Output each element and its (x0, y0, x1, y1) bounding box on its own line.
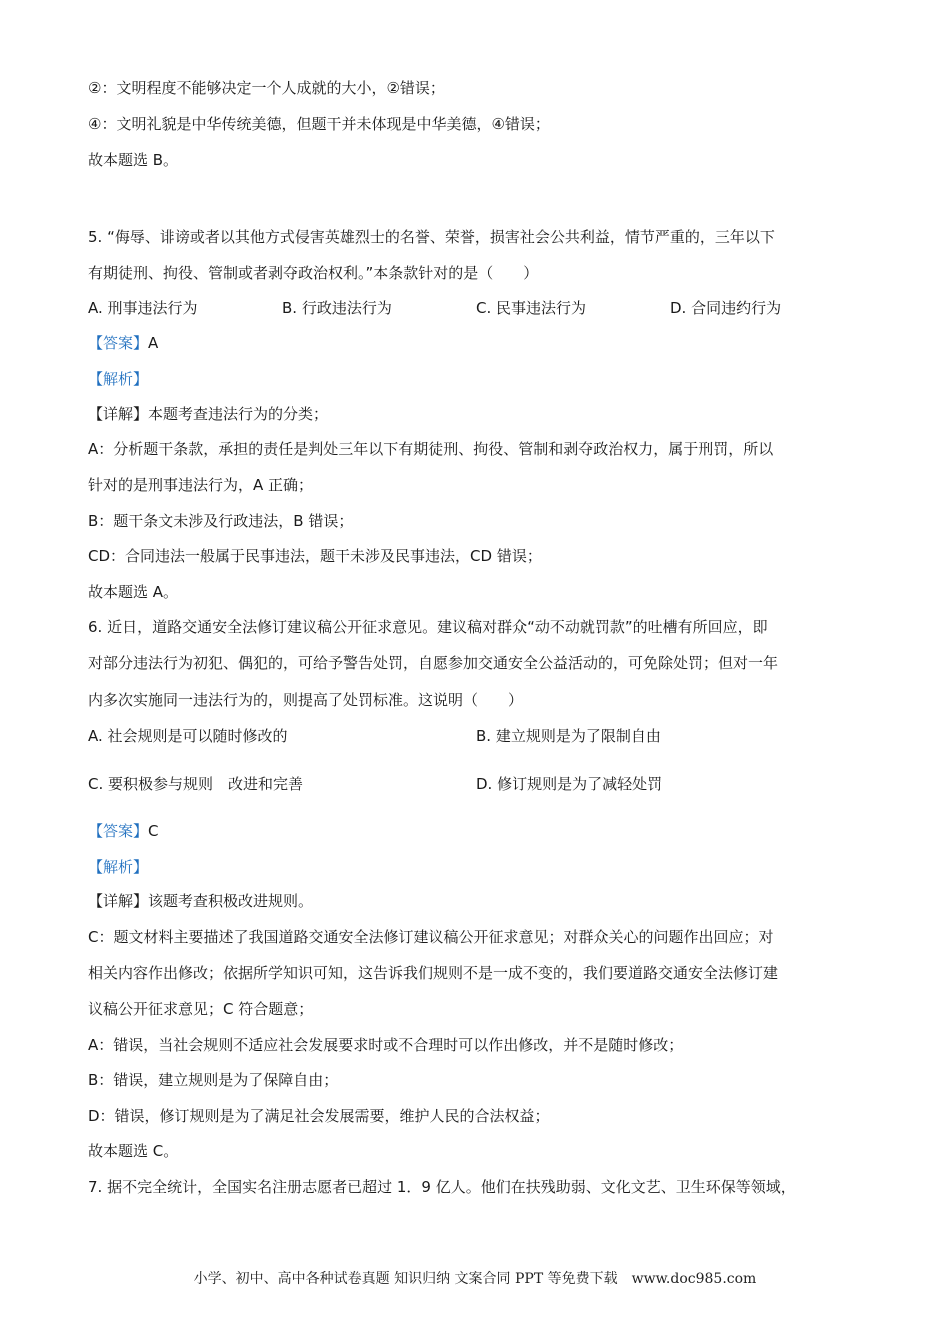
q6-option-d: D. 修订规则是为了减轻处罚 (476, 775, 663, 793)
q5-a-line-2: 针对的是刑事违法行为，A 正确； (88, 476, 314, 494)
q5-option-b: B. 行政违法行为 (282, 299, 392, 317)
q6-c-line-3: 议稿公开征求意见；C 符合题意； (88, 1000, 314, 1018)
q5-answer-tag: 【答案】 (88, 334, 149, 352)
q5-option-d: D. 合同违约行为 (670, 299, 782, 317)
q6-detail: 【详解】该题考查积极改进规则。 (88, 892, 314, 910)
q6-c-line-2: 相关内容作出修改；依据所学知识可知，这告诉我们规则不是一成不变的，我们要道路交通安全法修订建 (88, 964, 779, 982)
footer-note: 小学、初中、高中各种试卷真题 知识归纳 文案合同 PPT 等免费下载 www.doc985.com (193, 1271, 757, 1287)
q6-analysis-tag: 【解析】 (88, 858, 149, 876)
q5-stem-line-2: 有期徒刑、拘役、管制或者剥夺政治权利。”本条款针对的是（ ） (88, 264, 539, 282)
prev-line-2: ④：文明礼貌是中华传统美德，但题干并未体现是中华美德，④错误； (88, 115, 550, 133)
q6-answer-value: C (148, 822, 159, 840)
q5-stem-line-1: 5. “侮辱、诽谤或者以其他方式侵害英雄烈士的名誉、荣誉，损害社会公共利益，情节严重的，三年以下 (88, 228, 775, 246)
q6-conclusion: 故本题选 C。 (88, 1142, 179, 1160)
q6-answer (88, 820, 159, 842)
q6-stem-line-2: 对部分违法行为初犯、偶犯的，可给予警告处罚，自愿参加交通安全公益活动的，可免除处罚；但对一年 (88, 654, 779, 672)
q5-detail: 【详解】本题考查违法行为的分类； (88, 405, 329, 423)
q6-answer-tag: 【答案】 (88, 822, 149, 840)
q6-d: D：错误，修订规则是为了满足社会发展需要，维护人民的合法权益； (88, 1107, 550, 1125)
q6-c-line-1: C：题文材料主要描述了我国道路交通安全法修订建议稿公开征求意见；对群众关心的问题作出回应；对 (88, 928, 774, 946)
q5-analysis-tag: 【解析】 (88, 370, 149, 388)
q7-stem-line-1: 7. 据不完全统计，全国实名注册志愿者已超过 1．9 亿人。他们在扶残助弱、文化文艺、卫生环保等领域， (88, 1178, 796, 1196)
q6-a: A：错误，当社会规则不适应社会发展要求时或不合理时可以作出修改，并不是随时修改； (88, 1036, 684, 1054)
q5-answer-value: A (148, 334, 159, 352)
q5-cd: CD：合同违法一般属于民事违法，题干未涉及民事违法，CD 错误； (88, 547, 542, 565)
prev-line-1: ②：文明程度不能够决定一个人成就的大小，②错误； (88, 79, 445, 97)
q6-stem-line-1: 6. 近日，道路交通安全法修订建议稿公开征求意见。建议稿对群众“动不动就罚款”的吐槽有所回应，即 (88, 618, 768, 636)
q5-option-a: A. 刑事违法行为 (88, 299, 198, 317)
q6-b: B：错误，建立规则是为了保障自由； (88, 1071, 339, 1089)
q5-a-line-1: A：分析题干条款，承担的责任是判处三年以下有期徒刑、拘役、管制和剥夺政治权力，属于刑罚，所以 (88, 440, 774, 458)
q6-stem-line-3: 内多次实施同一违法行为的，则提高了处罚标准。这说明（ ） (88, 691, 524, 709)
prev-conclusion: 故本题选 B。 (88, 151, 179, 169)
q6-option-b: B. 建立规则是为了限制自由 (476, 727, 661, 745)
q6-option-a: A. 社会规则是可以随时修改的 (88, 727, 288, 745)
q5-conclusion: 故本题选 A。 (88, 583, 179, 601)
q5-option-c: C. 民事违法行为 (476, 299, 587, 317)
q6-option-c: C. 要积极参与规则 改进和完善 (88, 775, 304, 793)
q5-answer (88, 332, 158, 354)
q5-b: B：题干条文未涉及行政违法，B 错误； (88, 512, 354, 530)
